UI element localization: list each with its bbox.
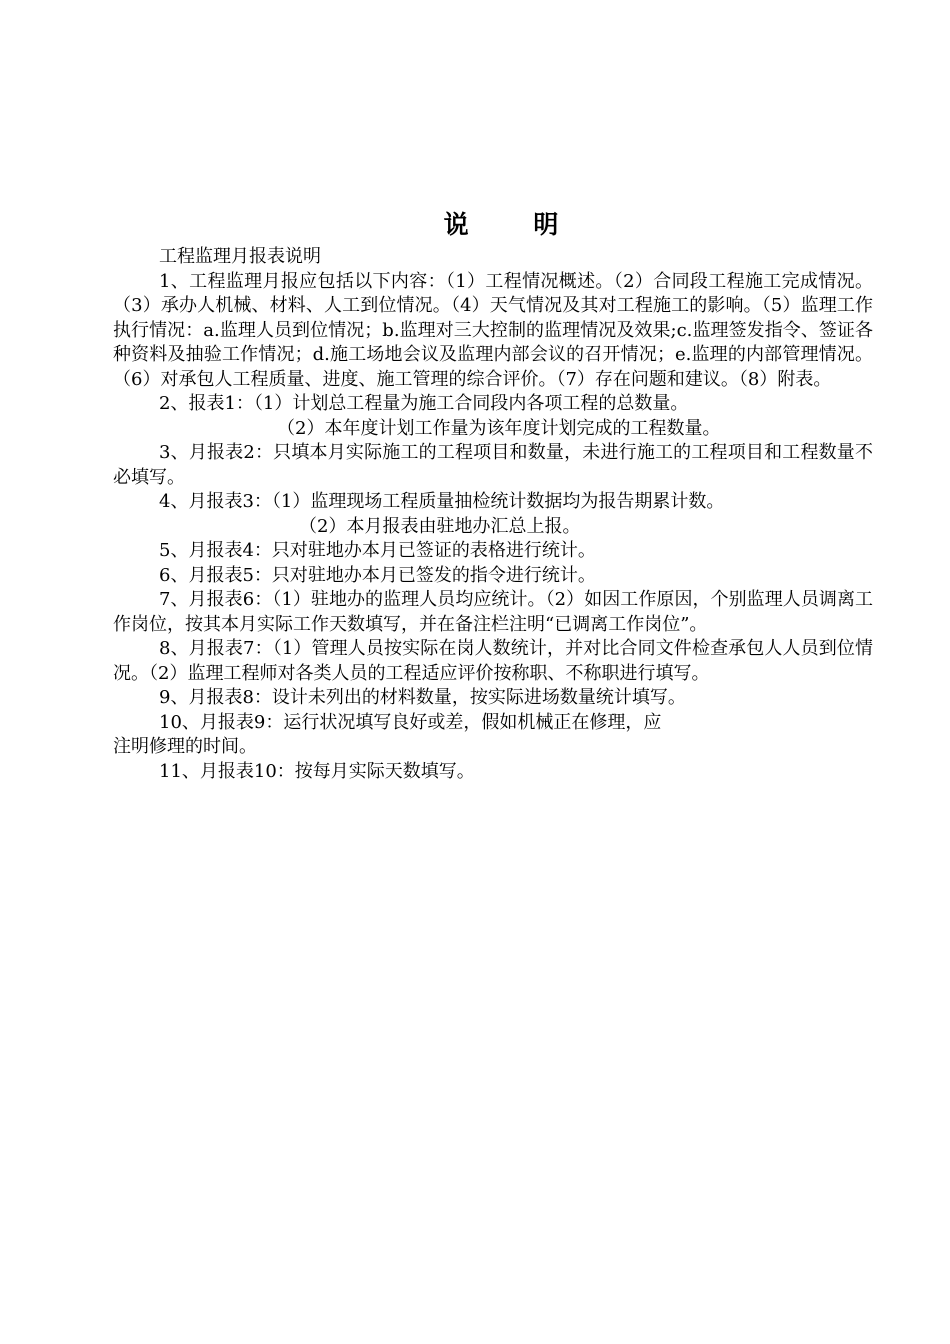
item-4-paragraph: 4、月报表3：（1）监理现场工程质量抽检统计数据均为报告期累计数。 (159, 491, 725, 512)
item-10-paragraph: 10、月报表9：运行状况填写良好或差，假如机械正在修理，应 (159, 711, 662, 733)
item-6-paragraph: 6、月报表5：只对驻地办本月已签发的指令进行统计。 (159, 564, 596, 586)
document-body (113, 245, 873, 784)
item-4-subitem: （2）本月报表由驻地办汇总上报。 (299, 515, 581, 537)
item-5-paragraph: 5、月报表4：只对驻地办本月已签证的表格进行统计。 (159, 540, 596, 561)
item-8-paragraph: 8、月报表7：（1）管理人员按实际在岗人数统计，并对比合同文件检查承包人人员到位情况。（2）监理工程师对各类人员的工程适应评价按称职、不称职进行填写。 (113, 638, 873, 684)
item-11-paragraph: 11、月报表10：按每月实际天数填写。 (159, 760, 475, 782)
item-3-paragraph: 3、月报表2：只填本月实际施工的工程项目和数量，未进行施工的工程项目和工程数量不必填写。 (113, 442, 873, 488)
item-10-continuation: 注明修理的时间。 (113, 736, 257, 757)
item-1-paragraph: 1、工程监理月报应包括以下内容：（1）工程情况概述。（2）合同段工程施工完成情况。（3）承办人机械、材料、人工到位情况。（4）天气情况及其对工程施工的影响。（5）监理工作执行情况：a.监理人员到位情况；b.监理对三大控制的监理情况及效果;c.监理签发指令、签证各种资料及抽验工作情况；d.施工场地会议及监理内部会议的召开情况；e.监理的内部管理情况。（6）对承包人工程质量、进度、施工管理的综合评价。（7）存在问题和建议。（8）附表。 (113, 270, 873, 390)
page-title: 说 明 (443, 210, 587, 239)
item-2-subitem: （2）本年度计划工作量为该年度计划完成的工程数量。 (277, 417, 721, 439)
item-2-paragraph: 2、报表1：（1）计划总工程量为施工合同段内各项工程的总数量。 (159, 393, 689, 414)
item-7-paragraph: 7、月报表6：（1）驻地办的监理人员均应统计。（2）如因工作原因，个别监理人员调离工作岗位，按其本月实际工作天数填写，并在备注栏注明“已调离工作岗位”。 (113, 589, 873, 635)
item-9-paragraph: 9、月报表8：设计未列出的材料数量，按实际进场数量统计填写。 (159, 687, 686, 708)
intro-line: 工程监理月报表说明 (159, 246, 321, 267)
